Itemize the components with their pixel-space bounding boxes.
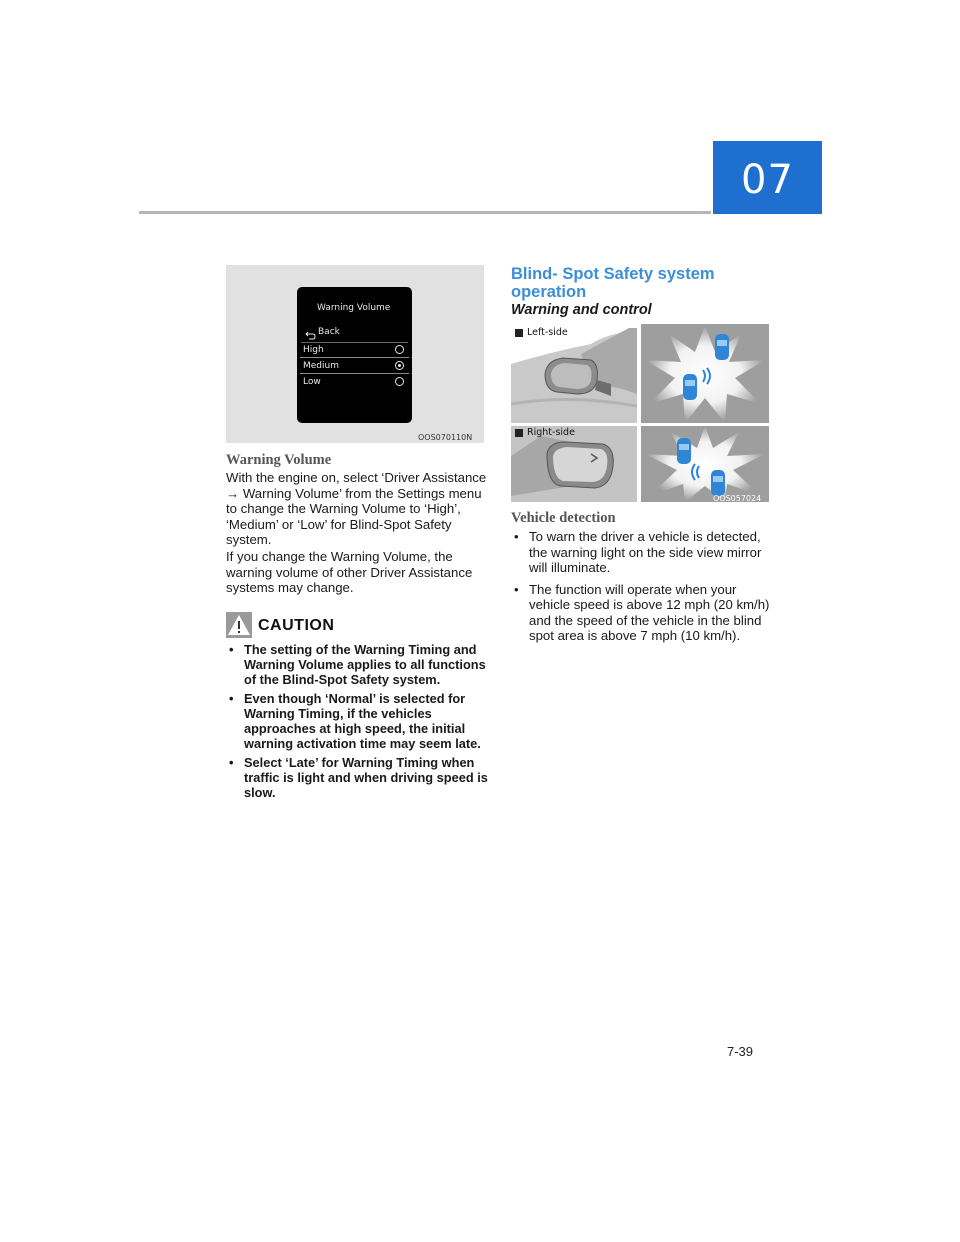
caution-list [226,642,488,804]
right-side-label: Right-side [527,427,575,438]
vehicle-detection-item: • The function will operate when your vehicle speed is above 12 mph (20 km/h) and the speed of the vehicle in the blind spot area is above 7 mph (10 km/h). [511,582,773,644]
caution-item: • Select ‘Late’ for Warning Timing when traffic is light and when driving speed is slow. [226,755,488,800]
radio-low [395,377,404,386]
header-rule [139,211,711,214]
caution-item: • Even though ‘Normal’ is selected for Warning Timing, if the vehicles approaches at high speed, the initial warning activation time may seem late. [226,691,488,751]
left-side-road-diagram [641,324,769,423]
figure-code-left: OOS070110N [418,433,473,442]
cluster-screen [297,287,412,423]
right-side-road-diagram [641,426,769,502]
vehicle-detection-item: • To warn the driver a vehicle is detected, the warning light on the side view mirror will illuminate. [511,529,773,576]
vehicle-detection-heading: Vehicle detection [511,510,616,526]
screen-divider [301,342,408,343]
warning-volume-heading: Warning Volume [226,452,332,468]
left-label-marker [515,329,523,337]
figure-code-right: OOS057024 [713,494,762,502]
right-label-marker [515,429,523,437]
radio-medium [395,361,404,370]
caution-icon [226,612,252,643]
page-number: 7-39 [727,1044,754,1059]
radio-high [395,345,404,354]
option-label-low: Low [303,377,321,387]
bss-figure [511,324,769,502]
left-mirror-photo [511,324,637,423]
selection-line-top [300,357,409,358]
screen-title: Warning Volume [317,303,391,313]
back-label: Back [318,327,340,337]
chapter-number: 07 [741,157,794,203]
radio-medium-dot [398,364,401,367]
selection-line-bottom [300,373,409,374]
right-mirror-photo [511,426,637,502]
section-subtitle: Warning and control [511,302,652,318]
option-label-medium: Medium [303,361,339,371]
section-title: Blind- Spot Safety system operation [511,265,715,301]
option-label-high: High [303,345,324,355]
left-side-label: Left-side [527,327,568,338]
caution-item: • The setting of the Warning Timing and Warning Volume applies to all functions of the Blind-Spot Safety system. [226,642,488,687]
caution-title: CAUTION [258,617,335,634]
warning-volume-paragraph-2: If you change the Warning Volume, the warning volume of other Driver Assistance systems may change. [226,549,473,595]
vehicle-detection-list [511,529,773,650]
warning-volume-paragraph-1: With the engine on, select ‘Driver Assistance → Warning Volume’ from the Settings menu to change the Warning Volume to ‘High’, ‘Medium’ or ‘Low’ for Blind-Spot Safety system. [226,470,487,547]
